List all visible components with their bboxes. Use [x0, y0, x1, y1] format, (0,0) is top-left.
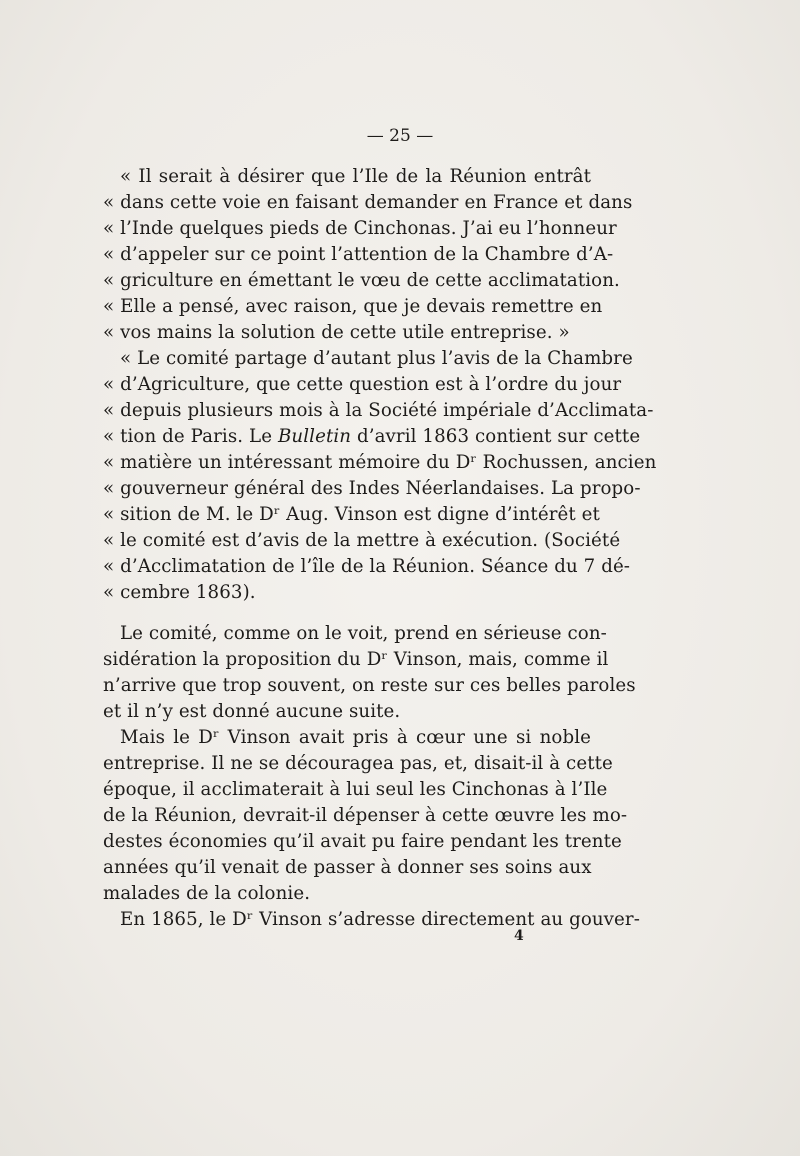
text-segment: « vos mains la solution de cette utile entreprise. »	[103, 322, 570, 343]
text-line	[103, 191, 633, 215]
text-segment: « depuis plusieurs mois à la Société impériale d’Acclimata-	[103, 400, 654, 421]
text-line	[103, 555, 631, 579]
text-line	[103, 674, 636, 698]
text-line	[103, 752, 613, 776]
text-segment: époque, il acclimaterait à lui seul les Cinchonas à l’Ile	[103, 779, 608, 800]
text-segment: « Il serait à désirer que l’Ile de la Réunion entrât	[120, 166, 591, 187]
text-segment: entreprise. Il ne se découragea pas, et, disait-il à cette	[103, 753, 613, 774]
text-line	[103, 243, 614, 267]
text-segment: « l’Inde quelques pieds de Cinchonas. J’ai eu l’honneur	[103, 218, 617, 239]
text-line	[103, 882, 591, 906]
text-line	[103, 295, 603, 319]
text-segment: « d’Acclimatation de l’île de la Réunion. Séance du 7 dé-	[103, 556, 631, 577]
text-line	[103, 477, 641, 501]
text-line	[103, 778, 608, 802]
text-line	[103, 648, 609, 672]
text-line	[103, 830, 622, 854]
text-line	[103, 269, 620, 293]
text-segment: « Le comité partage d’autant plus l’avis de la Chambre	[120, 348, 633, 369]
text-line	[103, 503, 600, 527]
text-line	[103, 399, 654, 423]
text-segment: n’arrive que trop souvent, on reste sur ces belles paroles	[103, 675, 636, 696]
text-segment: « griculture en émettant le vœu de cette acclimatation.	[103, 270, 620, 291]
text-segment: « matière un intéressant mémoire du Dʳ Rochussen, ancien	[103, 452, 657, 473]
text-segment: d’avril 1863 contient sur cette	[351, 426, 641, 447]
page-number-header: — 25 —	[366, 126, 434, 146]
text-segment: « gouverneur général des Indes Néerlandaises. La propo-	[103, 478, 641, 499]
text-line	[103, 373, 622, 397]
text-segment: « d’Agriculture, que cette question est à l’ordre du jour	[103, 374, 622, 395]
text-line	[120, 347, 633, 371]
text-segment: Mais le Dʳ Vinson avait pris à cœur une si noble	[120, 727, 591, 748]
text-segment: « d’appeler sur ce point l’attention de la Chambre d’A-	[103, 244, 614, 265]
text-line	[103, 451, 657, 475]
text-segment: En 1865, le Dʳ Vinson s’adresse directement au gouver-	[120, 909, 640, 930]
text-line	[103, 425, 641, 449]
text-segment: malades de la colonie.	[103, 883, 311, 904]
text-line	[103, 804, 628, 828]
text-segment: « sition de M. le Dʳ Aug. Vinson est digne d’intérêt et	[103, 504, 600, 525]
text-segment: « tion de Paris. Le	[103, 426, 278, 447]
text-line	[120, 165, 591, 189]
signature-mark: 4	[514, 928, 524, 944]
text-line	[120, 726, 591, 750]
text-segment: de la Réunion, devrait-il dépenser à cette œuvre les mo-	[103, 805, 628, 826]
text-segment: « dans cette voie en faisant demander en France et dans	[103, 192, 633, 213]
text-line	[103, 321, 591, 345]
text-segment: destes économies qu’il avait pu faire pendant les trente	[103, 831, 622, 852]
italic-title: Bulletin	[277, 426, 352, 447]
text-segment: « le comité est d’avis de la mettre à exécution. (Société	[103, 530, 621, 551]
text-segment: et il n’y est donné aucune suite.	[103, 701, 401, 722]
text-line	[103, 581, 591, 605]
text-line	[103, 529, 621, 553]
text-segment: sidération la proposition du Dʳ Vinson, mais, comme il	[103, 649, 609, 670]
text-segment: « Elle a pensé, avec raison, que je devais remettre en	[103, 296, 603, 317]
text-line	[103, 217, 617, 241]
text-segment: « cembre 1863).	[103, 582, 256, 603]
text-line	[103, 856, 591, 880]
text-segment: années qu’il venait de passer à donner ses soins aux	[103, 857, 592, 878]
text-line	[103, 700, 591, 724]
text-segment: Le comité, comme on le voit, prend en sérieuse con-	[120, 623, 607, 644]
text-line	[120, 622, 607, 646]
